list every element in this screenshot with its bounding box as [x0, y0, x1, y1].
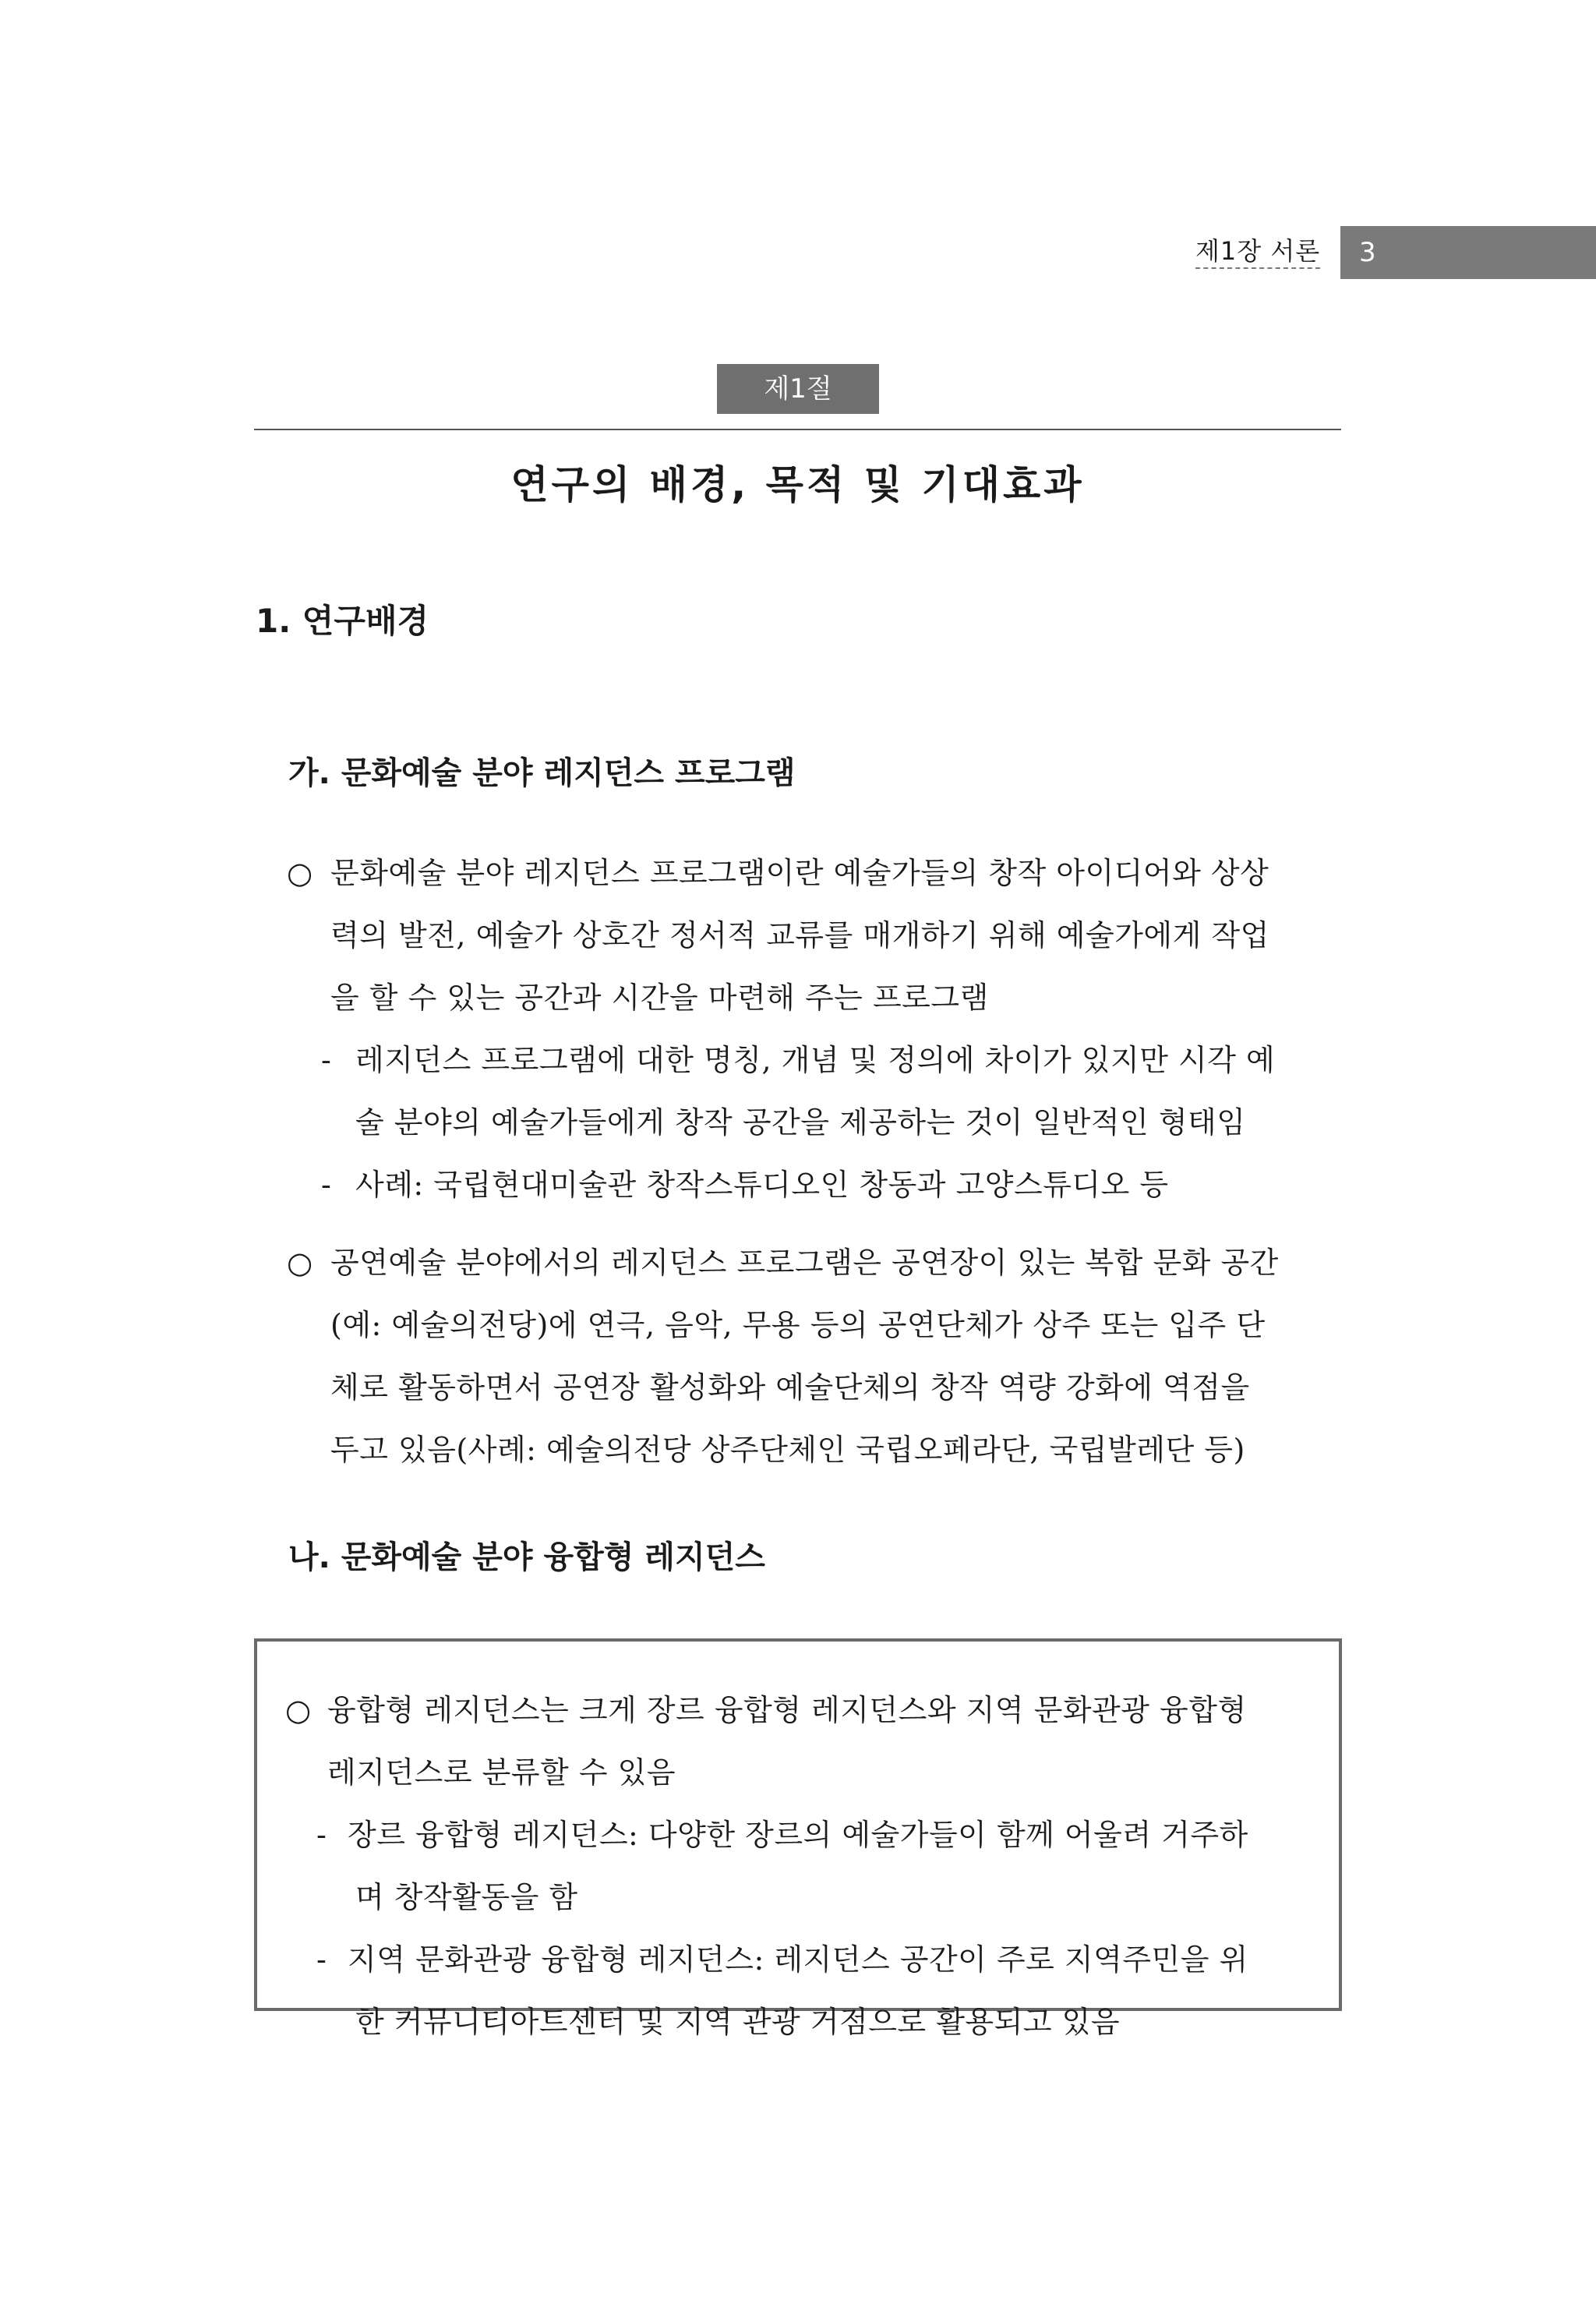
bullet-circle: ○: [285, 1693, 312, 1727]
paragraph-line: 융합형 레지던스는 크게 장르 융합형 레지던스와 지역 문화관광 융합형: [327, 1693, 1247, 1727]
dash-item-line: 장르 융합형 레지던스: 다양한 장르의 예술가들이 함께 어울려 거주하: [348, 1818, 1248, 1852]
dash-item-line: 사례: 국립현대미술관 창작스튜디오인 창동과 고양스튜디오 등: [355, 1168, 1169, 1202]
paragraph-line: 력의 발전, 예술가 상호간 정서적 교류를 매개하기 위해 예술가에게 작업: [330, 918, 1269, 952]
bullet-dash: -: [316, 1942, 327, 1977]
section-label-text: 제1절: [764, 373, 832, 405]
paragraph-line: 공연예술 분야에서의 레지던스 프로그램은 공연장이 있는 복합 문화 공간: [330, 1246, 1279, 1280]
section-label: [717, 364, 879, 414]
heading-research-background: 1. 연구배경: [256, 602, 429, 640]
paragraph-line: (예: 예술의전당)에 연극, 음악, 무용 등의 공연단체가 상주 또는 입주 단: [330, 1308, 1266, 1342]
bullet-circle: ○: [287, 856, 313, 890]
subheading-a: 가. 문화예술 분야 레지던스 프로그램: [288, 755, 796, 791]
dash-item-line: 술 분야의 예술가들에게 창작 공간을 제공하는 것이 일반적인 형태임: [355, 1105, 1246, 1140]
paragraph-line: 문화예술 분야 레지던스 프로그램이란 예술가들의 창작 아이디어와 상상: [330, 856, 1269, 890]
dash-item-line: 지역 문화관광 융합형 레지던스: 레지던스 공간이 주로 지역주민을 위: [348, 1942, 1248, 1977]
section-title: 연구의 배경, 목적 및 기대효과: [510, 462, 1085, 507]
dash-item-line: 며 창작활동을 함: [355, 1880, 578, 1914]
bullet-dash: -: [321, 1043, 332, 1077]
paragraph-line: 레지던스로 분류할 수 있음: [327, 1755, 676, 1790]
bullet-circle: ○: [287, 1246, 313, 1280]
dash-item-line: 한 커뮤니티아트센터 및 지역 관광 거점으로 활용되고 있음: [355, 2005, 1121, 2039]
header-dashed-underline: [1195, 267, 1320, 269]
paragraph-line: 두고 있음(사례: 예술의전당 상주단체인 국립오페라단, 국립발레단 등): [330, 1433, 1245, 1467]
subheading-b: 나. 문화예술 분야 융합형 레지던스: [288, 1539, 765, 1575]
page-number: 3: [1359, 237, 1376, 268]
dash-item-line: 레지던스 프로그램에 대한 명칭, 개념 및 정의에 차이가 있지만 시각 예: [355, 1043, 1276, 1077]
running-header: [1195, 231, 1320, 267]
paragraph-line: 을 할 수 있는 공간과 시간을 마련해 주는 프로그램: [330, 981, 989, 1015]
page-number-tab: [1340, 226, 1596, 279]
chapter-label: 제1장 서론: [1195, 236, 1321, 266]
bullet-dash: -: [316, 1818, 327, 1852]
section-divider: [254, 429, 1341, 430]
bullet-dash: -: [321, 1168, 332, 1202]
paragraph-line: 체로 활동하면서 공연장 활성화와 예술단체의 창작 역량 강화에 역점을: [330, 1370, 1250, 1405]
